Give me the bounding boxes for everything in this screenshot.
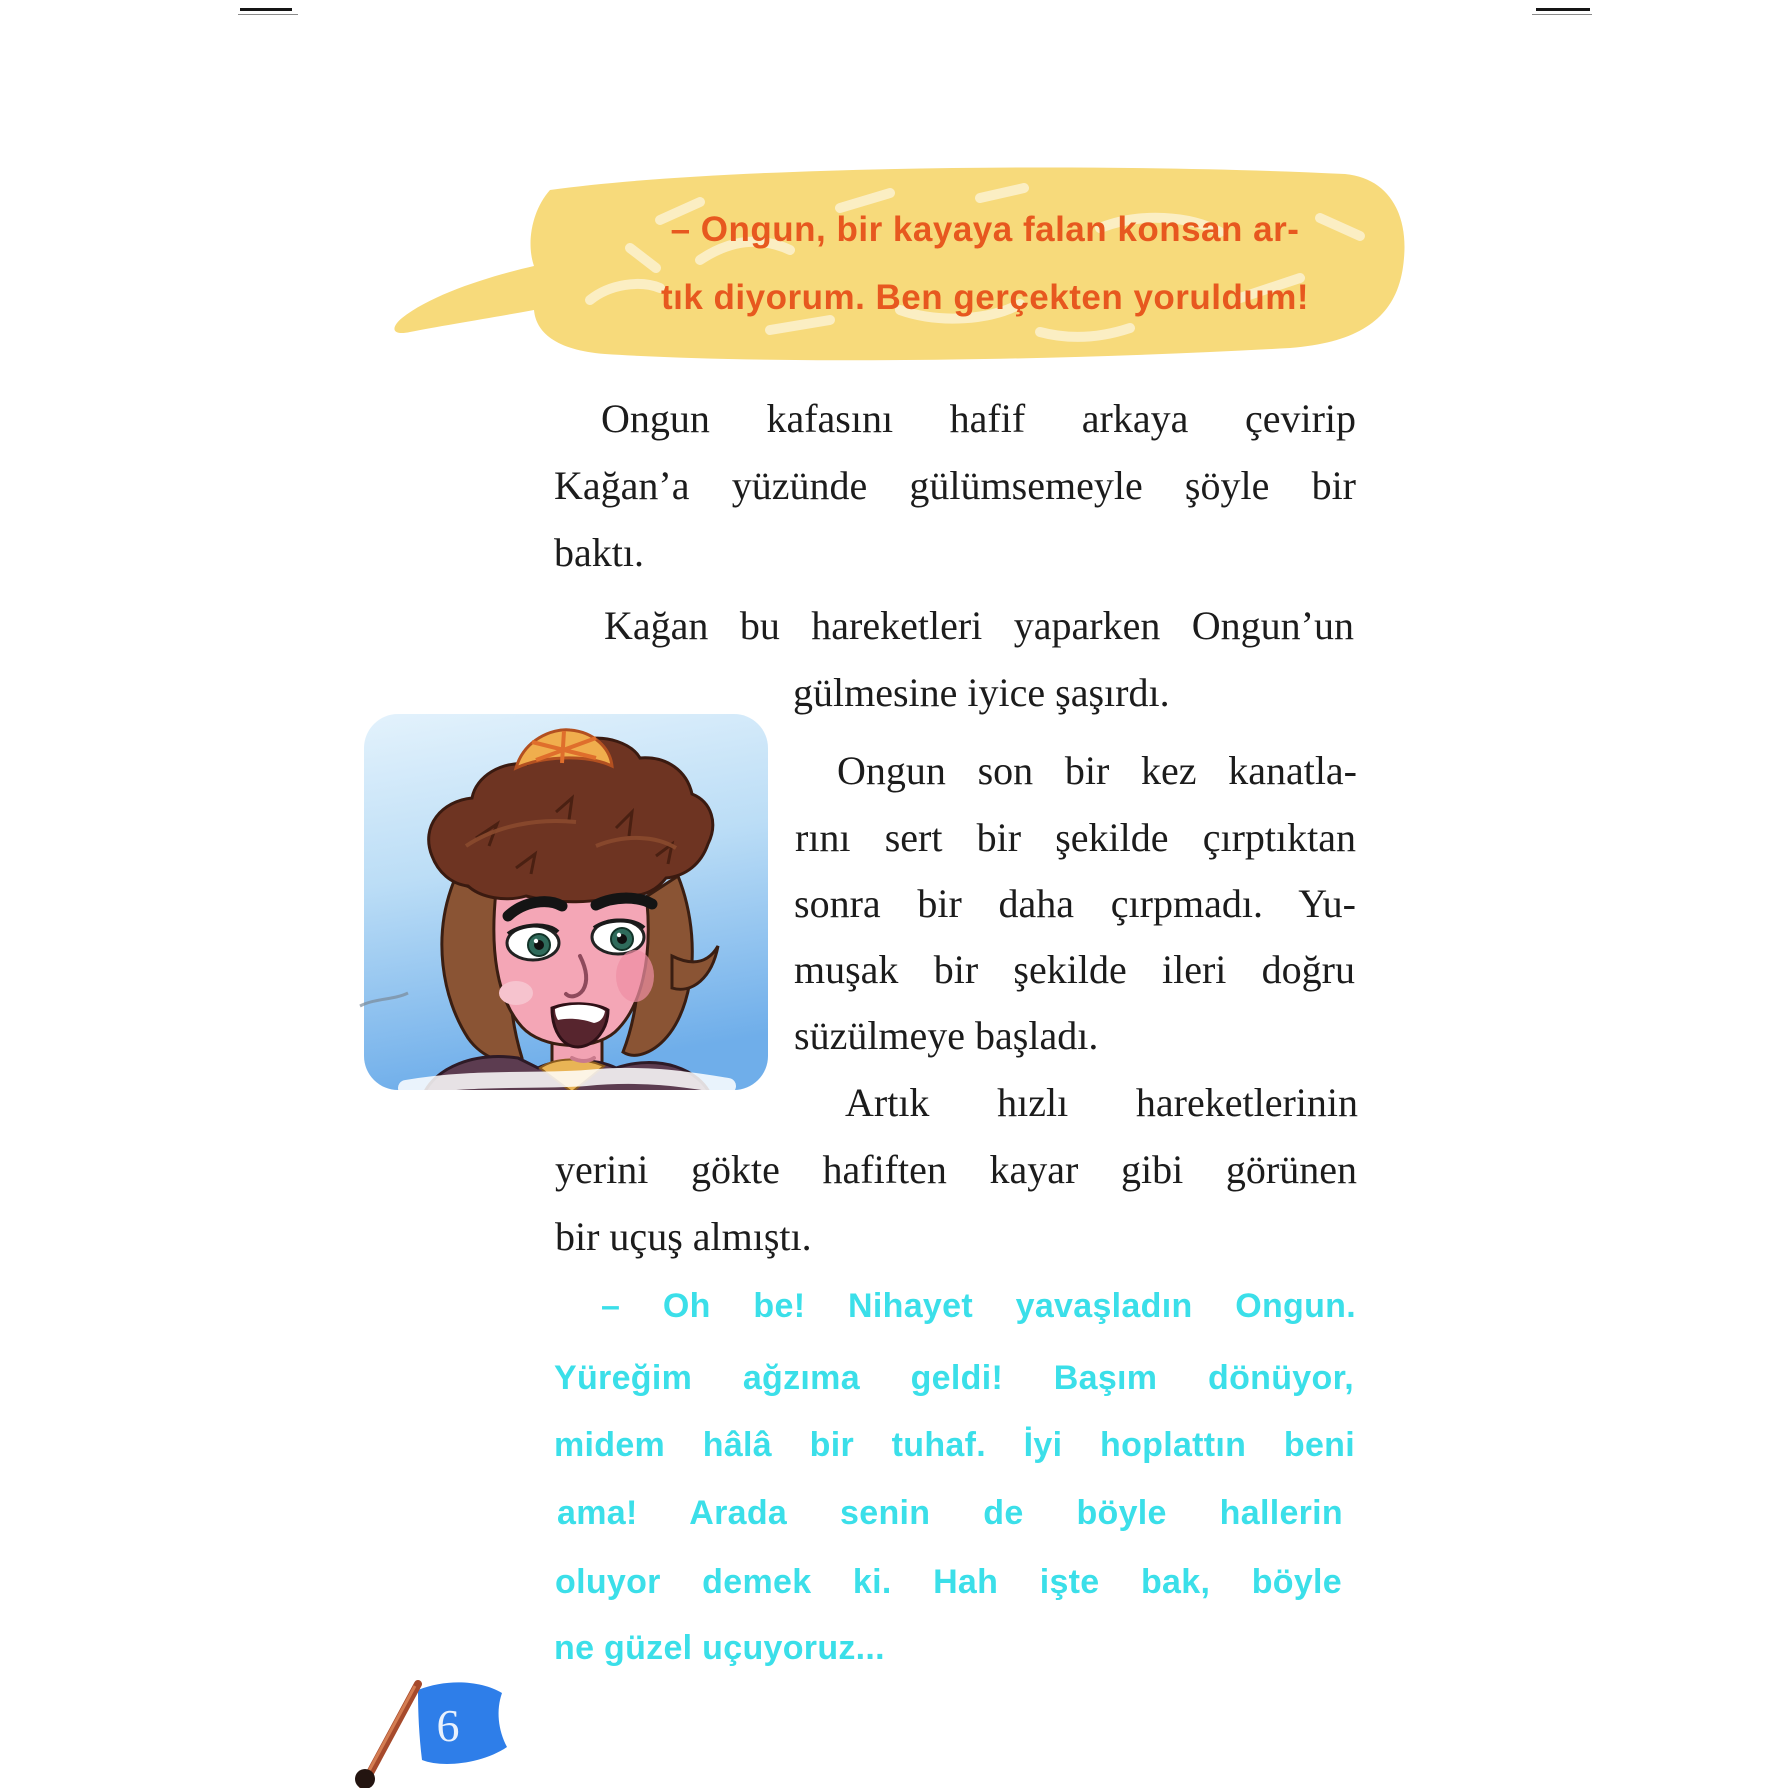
body-p2-line-2: gülmesine iyice şaşırdı. <box>793 670 1170 715</box>
body-p4-line-2: yerini gökte hafiften kayar gibi görünen <box>555 1147 1357 1192</box>
boy-portrait-illustration <box>356 706 778 1098</box>
boy-cheek-shade-right <box>616 950 654 1002</box>
dialogue-line-3: midem hâlâ bir tuhaf. İyi hoplattın beni <box>554 1426 1355 1464</box>
flag-cloth <box>418 1682 507 1764</box>
body-p1-line-3: baktı. <box>554 530 644 575</box>
dialogue-line-6: ne güzel uçuyoruz... <box>554 1629 885 1667</box>
dialogue-line-5: oluyor demek ki. Hah işte bak, böyle <box>555 1563 1342 1601</box>
body-p3-line-1: Ongun son bir kez kanatla- <box>837 748 1357 793</box>
dialogue-line-2: Yüreğim ağzıma geldi! Başım dönüyor, <box>554 1359 1354 1397</box>
flag-pole-highlight <box>364 1686 415 1780</box>
page-number-flag <box>330 1665 540 1788</box>
body-p2-line-1: Kağan bu hareketleri yaparken Ongun’un <box>604 603 1354 648</box>
dialogue-line-1: – Oh be! Nihayet yavaşladın Ongun. <box>601 1287 1356 1325</box>
page-number: 6 <box>436 1700 460 1751</box>
crop-mark-top-left <box>240 8 292 11</box>
body-p4-line-3: bir uçuş almıştı. <box>555 1214 812 1259</box>
flag-pole <box>363 1684 418 1786</box>
speech-bubble-line-2: tık diyorum. Ben gerçekten yoruldum! <box>660 278 1310 317</box>
body-p4-line-1: Artık hızlı hareketlerinin <box>845 1080 1358 1125</box>
dialogue-line-4: ama! Arada senin de böyle hallerin <box>557 1494 1343 1532</box>
body-p1-line-1: Ongun kafasını hafif arkaya çevirip <box>601 396 1356 441</box>
body-p3-line-3: sonra bir daha çırpmadı. Yu- <box>794 881 1356 926</box>
speech-bubble-line-1: – Ongun, bir kayaya falan konsan ar- <box>670 210 1300 249</box>
body-p3-line-2: rını sert bir şekilde çırptıktan <box>795 815 1356 860</box>
speech-bubble <box>340 158 1430 376</box>
crop-mark-top-right-echo <box>1532 14 1592 15</box>
body-p1-line-2: Kağan’a yüzünde gülümsemeyle şöyle bir <box>554 463 1356 508</box>
speech-bubble-shape <box>394 167 1404 360</box>
crop-mark-top-right <box>1536 8 1590 11</box>
crop-mark-top-left-echo <box>238 14 298 15</box>
brush-stroke-bottom <box>406 1076 728 1088</box>
boy-blush-left <box>499 981 533 1005</box>
body-p3-line-4: muşak bir şekilde ileri doğru <box>794 947 1355 992</box>
body-p3-line-5: süzülmeye başladı. <box>794 1013 1099 1058</box>
